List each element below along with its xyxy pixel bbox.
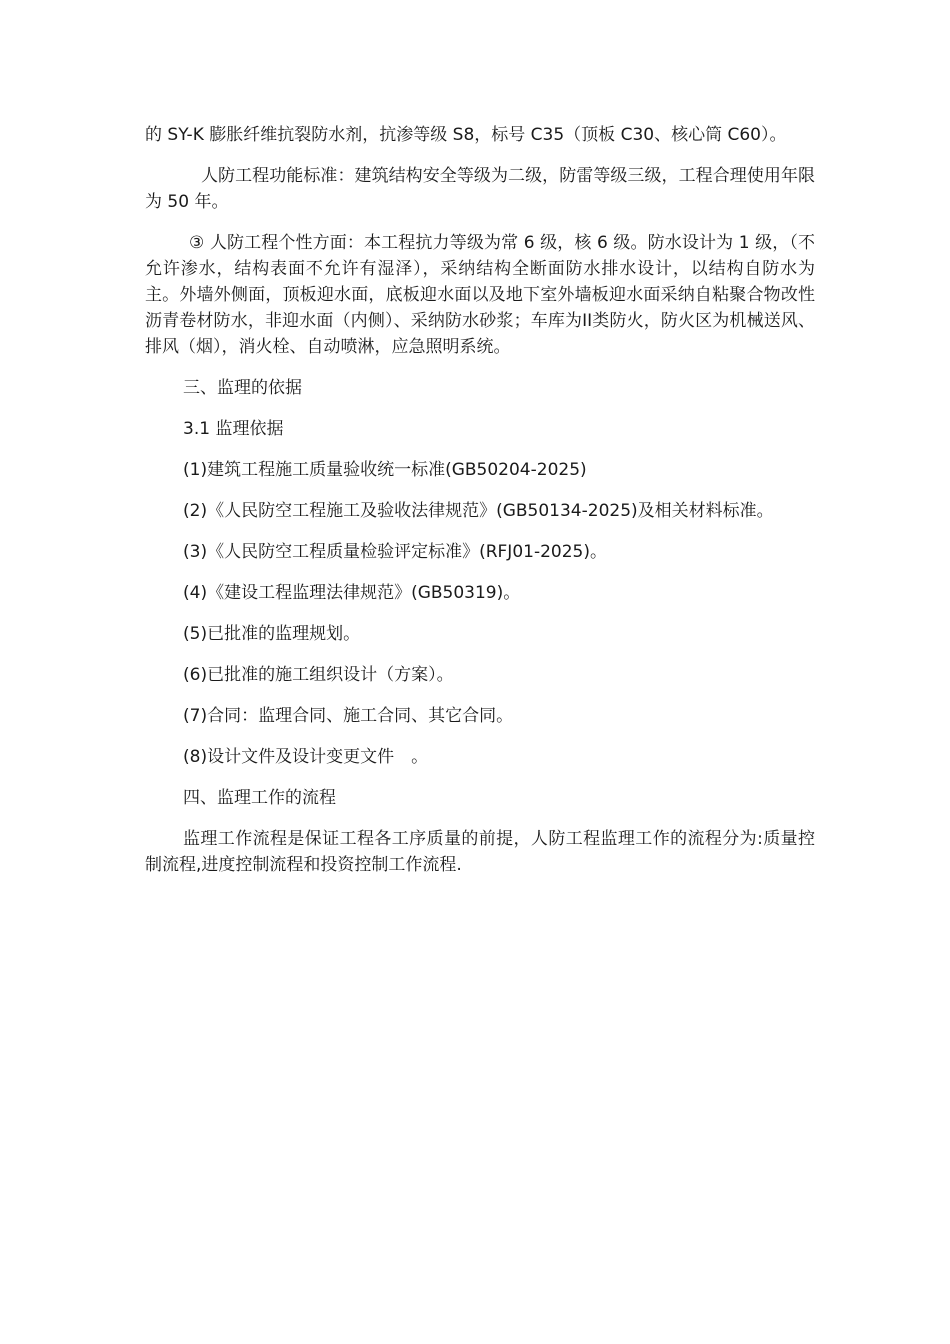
subsection-heading-basis: 3.1 监理依据 [183, 419, 284, 439]
basis-item: (7)合同：监理合同、施工合同、其它合同。 [183, 706, 514, 726]
paragraph-materials: 的 SY-K 膨胀纤维抗裂防水剂，抗渗等级 S8，标号 C35（顶板 C30、核心筒 C60）。 [145, 125, 787, 145]
basis-item: (6)已批准的施工组织设计（方案）。 [183, 665, 454, 685]
paragraph-function-standard: 人防工程功能标准：建筑结构安全等级为二级，防雷等级三级，工程合理使用年限为 50 年。 [145, 166, 815, 212]
paragraph-workflow: 监理工作流程是保证工程各工序质量的前提，人防工程监理工作的流程分为:质量控制流程,进度控制流程和投资控制工作流程. [145, 829, 815, 875]
document-body [145, 122, 815, 893]
basis-item: (2)《人民防空工程施工及验收法律规范》(GB50134-2025)及相关材料标准。 [183, 501, 774, 521]
section-heading-basis: 三、监理的依据 [183, 378, 302, 398]
section-heading-workflow: 四、监理工作的流程 [183, 788, 336, 808]
basis-item: (5)已批准的监理规划。 [183, 624, 361, 644]
basis-item: (8)设计文件及设计变更文件 。 [183, 747, 429, 767]
basis-item: (4)《建设工程监理法律规范》(GB50319)。 [183, 583, 521, 603]
basis-item: (3)《人民防空工程质量检验评定标准》(RFJ01-2025)。 [183, 542, 607, 562]
paragraph-individual-aspects: ③ 人防工程个性方面：本工程抗力等级为常 6 级，核 6 级。防水设计为 1 级，（不允许渗水，结构表面不允许有湿泽），采纳结构全断面防水排水设计，以结构自防水为主。外墙外侧面，顶板迎水面，底板迎水面以及地下室外墙板迎水面采纳自粘聚合物改性沥青卷材防水，非迎水面（内侧）、采纳防水砂浆；车库为II类防火，防火区为机械送风、排风（烟），消火栓、自动喷淋，应急照明系统。 [145, 233, 815, 357]
basis-item: (1)建筑工程施工质量验收统一标准(GB50204-2025) [183, 460, 587, 480]
